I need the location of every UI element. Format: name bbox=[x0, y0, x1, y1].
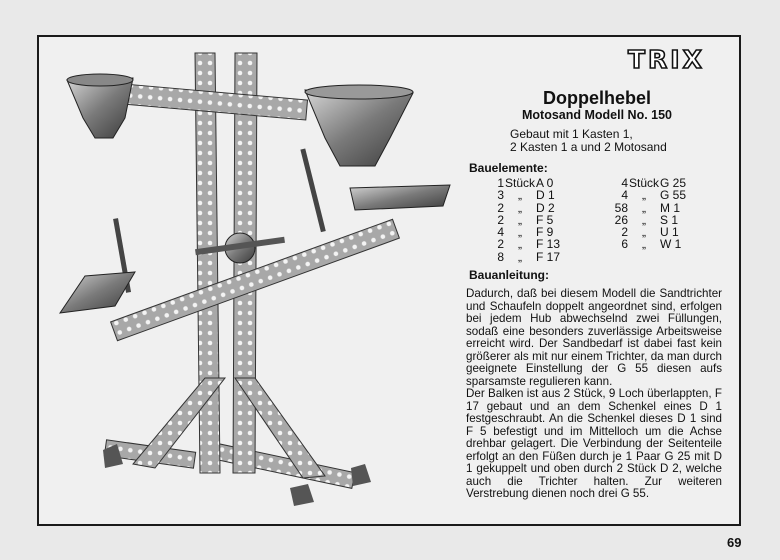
part-row bbox=[608, 238, 706, 250]
part-unit: Stück bbox=[504, 176, 535, 190]
part-code: G 55 bbox=[660, 188, 687, 203]
part-qty: 26 bbox=[614, 212, 628, 227]
part-qty: 2 bbox=[497, 237, 504, 252]
part-qty: 4 bbox=[621, 176, 628, 190]
part-qty: 8 bbox=[497, 249, 504, 264]
built-with bbox=[510, 128, 667, 154]
model-subtitle: Motosand Modell No. 150 bbox=[522, 108, 673, 122]
parts-heading: Bauelemente: bbox=[469, 161, 548, 175]
page-number: 69 bbox=[727, 535, 742, 550]
built-with-line: 2 Kasten 1 a und 2 Motosand bbox=[510, 140, 667, 154]
part-row bbox=[484, 251, 582, 263]
part-code: M 1 bbox=[660, 200, 681, 215]
model-title: Doppelhebel bbox=[543, 88, 652, 108]
built-with-line: Gebaut mit 1 Kasten 1, bbox=[510, 127, 633, 141]
part-qty: 3 bbox=[497, 188, 504, 203]
model-illustration bbox=[55, 48, 455, 523]
part-unit: „ bbox=[642, 212, 646, 227]
part-unit: „ bbox=[518, 249, 522, 264]
brand-logo: TRIX bbox=[628, 45, 705, 74]
part-code: F 17 bbox=[536, 249, 561, 264]
part-code: G 25 bbox=[660, 176, 687, 190]
part-unit: „ bbox=[518, 188, 522, 203]
part-code: S 1 bbox=[660, 212, 679, 227]
part-unit: „ bbox=[642, 225, 646, 240]
part-code: W 1 bbox=[660, 237, 682, 252]
part-row bbox=[608, 189, 706, 201]
part-code: D 2 bbox=[536, 200, 555, 215]
part-row bbox=[484, 238, 582, 250]
instructions-paragraph: Dadurch, daß bei diesem Modell die Sandtrichter und Schaufeln doppelt angeordnet sind, erfolgen bei jedem Hub abwechselnd zwei Füllungen, sodaß eine besonders zuverlässige Arbeitsweise erreicht wird. Der Sandbedarf ist dabei fast kein größerer als mit nur einem Trichter, da man durch geeignete Einstellung der G 55 diesen aufs sparsamste regulieren kann. bbox=[466, 287, 722, 388]
part-code: U 1 bbox=[660, 225, 679, 240]
parts-list-right bbox=[608, 177, 706, 251]
part-code: A 0 bbox=[536, 176, 554, 190]
part-code: F 9 bbox=[536, 225, 554, 240]
part-code: F 5 bbox=[536, 212, 554, 227]
part-unit: „ bbox=[518, 225, 522, 240]
part-qty: 4 bbox=[497, 225, 504, 240]
part-unit: „ bbox=[518, 212, 522, 227]
part-unit: „ bbox=[642, 188, 646, 203]
part-qty: 2 bbox=[497, 200, 504, 215]
parts-list-left bbox=[484, 177, 582, 263]
part-qty: 2 bbox=[621, 225, 628, 240]
part-unit: „ bbox=[518, 200, 522, 215]
part-code: F 13 bbox=[536, 237, 561, 252]
instructions-heading: Bauanleitung: bbox=[469, 268, 549, 282]
part-qty: 2 bbox=[497, 212, 504, 227]
part-unit: „ bbox=[642, 200, 646, 215]
part-qty: 58 bbox=[614, 200, 628, 215]
part-qty: 1 bbox=[497, 176, 504, 190]
part-unit: „ bbox=[642, 237, 646, 252]
part-qty: 4 bbox=[621, 188, 628, 203]
part-qty: 6 bbox=[621, 237, 628, 252]
instructions-text bbox=[466, 288, 722, 501]
part-unit: Stück bbox=[628, 176, 659, 190]
part-row bbox=[484, 189, 582, 201]
part-code: D 1 bbox=[536, 188, 555, 203]
instructions-paragraph: Der Balken ist aus 2 Stück, 9 Loch überlappten, F 17 gebaut und an dem Schenkel eines D 1 festgeschraubt. An die Schenkel dieses D 1 sind F 5 befestigt und im Mittelloch um die Achse drehbar gelagert. Die Verbindung der Seitenteile erfolgt an den Füßen durch je 1 Paar G 25 mit D 1 gekuppelt und oben durch 2 Stück D 2, welche auch die Trichter halten. Zur weiteren Verstrebung dienen noch drei G 55. bbox=[466, 387, 722, 500]
part-unit: „ bbox=[518, 237, 522, 252]
